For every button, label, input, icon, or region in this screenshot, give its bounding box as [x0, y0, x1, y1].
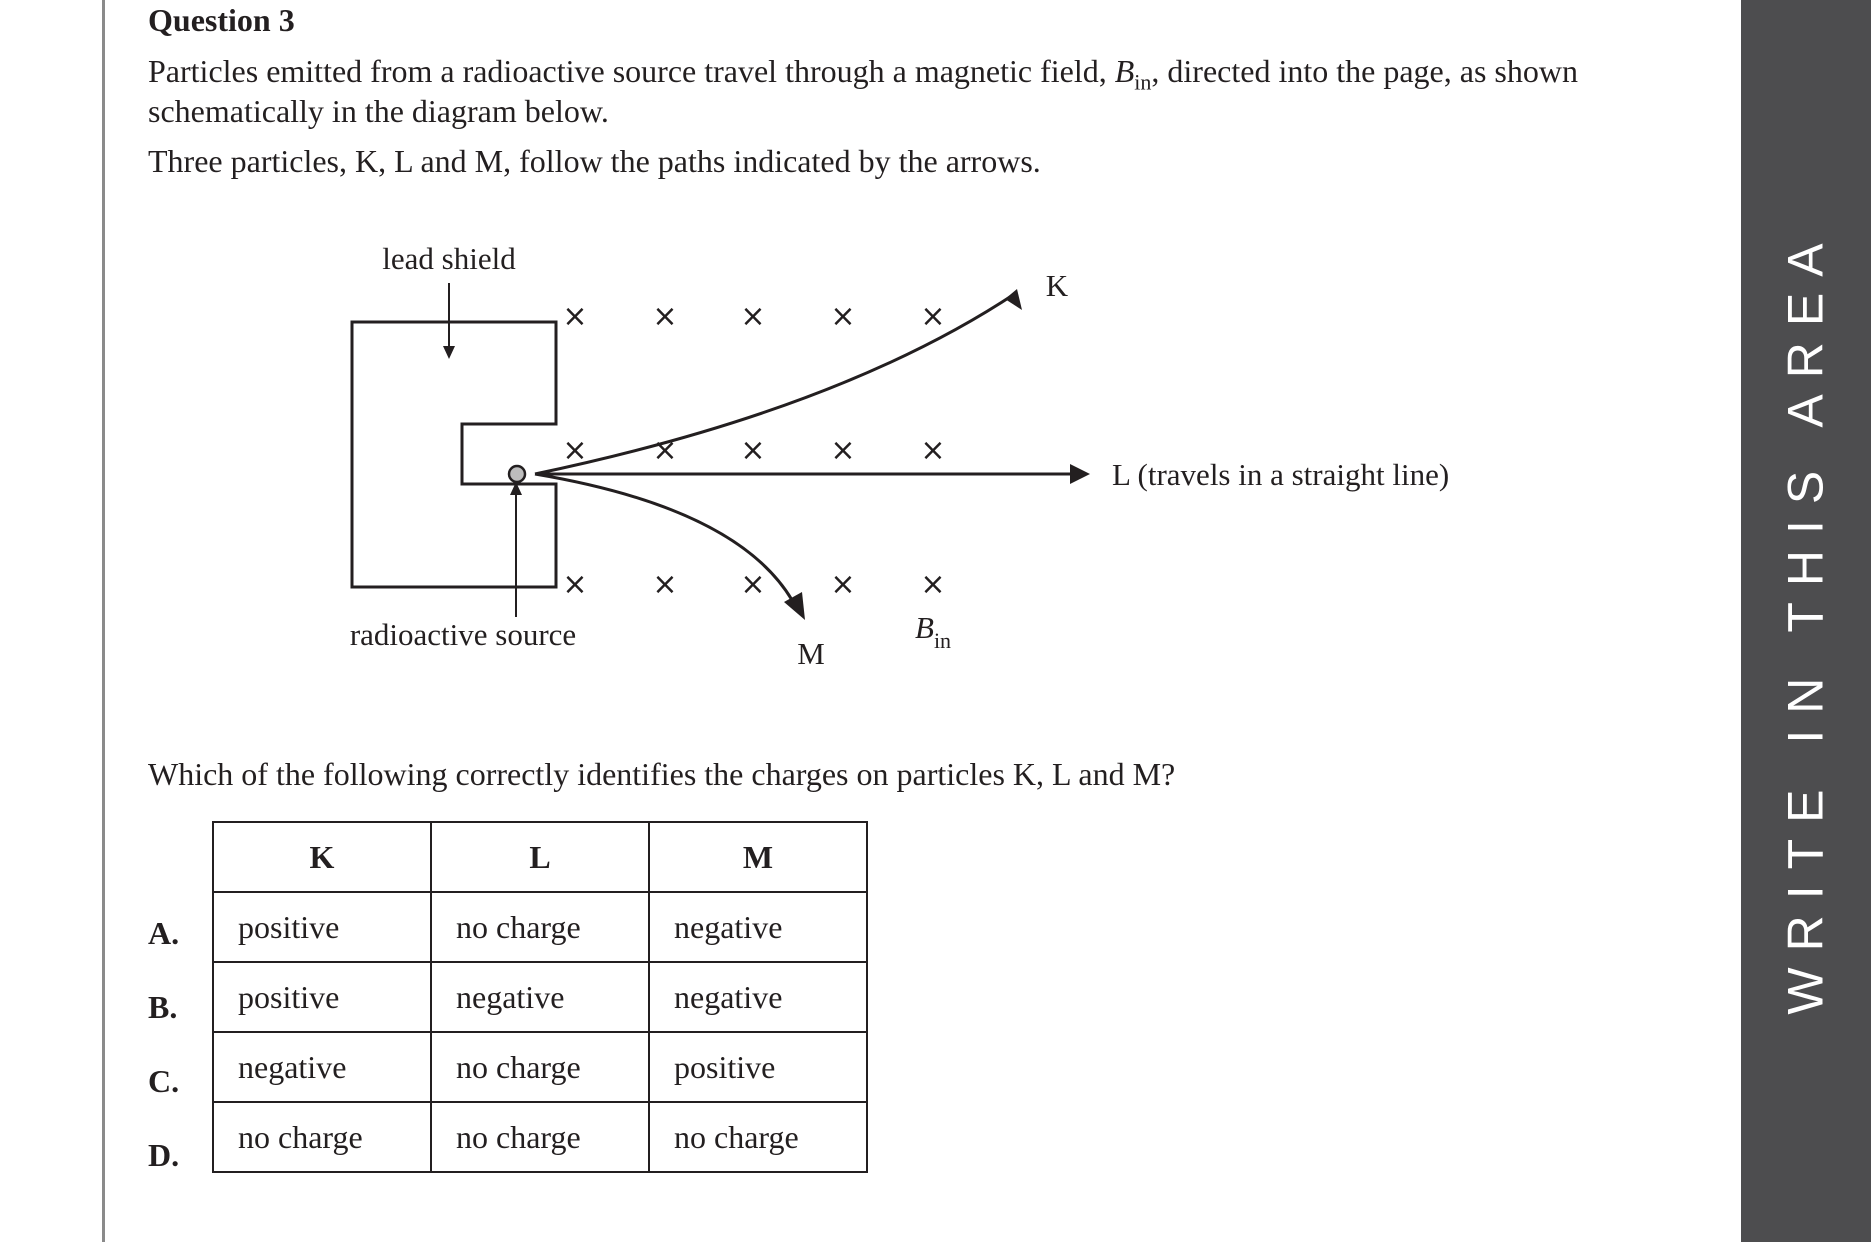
- table-header-row: [213, 822, 867, 892]
- question-intro-line2: schematically in the diagram below.: [148, 93, 609, 129]
- field-label-subscript: in: [933, 628, 952, 653]
- question-intro-line3: Three particles, K, L and M, follow the paths indicated by the arrows.: [148, 143, 1041, 179]
- field-cross-1-0: ×: [562, 433, 588, 468]
- option-b-row: [213, 962, 867, 1032]
- option-c-k: negative: [213, 1032, 431, 1102]
- option-c-l: no charge: [431, 1032, 649, 1102]
- option-b-l: negative: [431, 962, 649, 1032]
- option-d-letter: D.: [148, 1137, 180, 1173]
- header-m: M: [649, 822, 867, 892]
- field-cross-0-1: ×: [652, 299, 678, 334]
- answer-table: [212, 821, 868, 1173]
- option-a-row: [213, 892, 867, 962]
- field-symbol-subscript: in: [1134, 69, 1152, 95]
- label-m: M: [797, 636, 825, 671]
- field-label-letter: B: [915, 610, 934, 645]
- option-d-l: no charge: [431, 1102, 649, 1172]
- path-k-arrowhead: [1005, 289, 1022, 310]
- option-d-m: no charge: [649, 1102, 867, 1172]
- option-a-m: negative: [649, 892, 867, 962]
- field-cross-1-3: ×: [830, 433, 856, 468]
- intro-text-part1: Particles emitted from a radioactive source travel through a magnetic field,: [148, 53, 1115, 89]
- option-a-l: no charge: [431, 892, 649, 962]
- path-m-arrowhead: [784, 592, 805, 620]
- field-cross-1-1: ×: [652, 433, 678, 468]
- write-in-this-area-text: WRITE IN THIS AREA: [1778, 227, 1834, 1015]
- field-symbol-b: B: [1114, 53, 1135, 89]
- option-d-k: no charge: [213, 1102, 431, 1172]
- field-cross-2-2: ×: [740, 567, 766, 602]
- option-b-k: positive: [213, 962, 431, 1032]
- option-a-k: positive: [213, 892, 431, 962]
- option-b-m: negative: [649, 962, 867, 1032]
- option-c-row: [213, 1032, 867, 1102]
- option-c-letter: C.: [148, 1063, 180, 1099]
- label-l: L (travels in a straight line): [1112, 457, 1450, 492]
- side-margin-label: [1741, 0, 1871, 1242]
- source-label: radioactive source: [349, 617, 577, 652]
- header-l: L: [431, 822, 649, 892]
- shield-label: lead shield: [382, 241, 516, 276]
- option-a-letter: A.: [148, 915, 180, 951]
- field-cross-0-4: ×: [920, 299, 946, 334]
- option-d-row: [213, 1102, 867, 1172]
- option-c-m: positive: [649, 1032, 867, 1102]
- field-cross-2-3: ×: [830, 567, 856, 602]
- field-cross-0-0: ×: [562, 299, 588, 334]
- option-b-letter: B.: [148, 989, 178, 1025]
- label-k: K: [1045, 268, 1069, 303]
- path-l-arrowhead: [1070, 464, 1090, 484]
- lead-shield: [352, 322, 556, 587]
- intro-text-part2: , directed into the page, as shown: [1151, 53, 1578, 89]
- radioactive-source: [509, 466, 525, 482]
- field-cross-2-4: ×: [920, 567, 946, 602]
- shield-pointer-arrowhead: [443, 346, 455, 359]
- question-title: Question 3: [148, 2, 295, 38]
- field-cross-2-0: ×: [562, 567, 588, 602]
- question-prompt: Which of the following correctly identifies the charges on particles K, L and M?: [148, 756, 1176, 792]
- field-cross-2-1: ×: [652, 567, 678, 602]
- field-cross-0-3: ×: [830, 299, 856, 334]
- header-k: K: [213, 822, 431, 892]
- field-label: [915, 610, 951, 653]
- field-cross-1-4: ×: [920, 433, 946, 468]
- field-cross-0-2: ×: [740, 299, 766, 334]
- field-cross-1-2: ×: [740, 433, 766, 468]
